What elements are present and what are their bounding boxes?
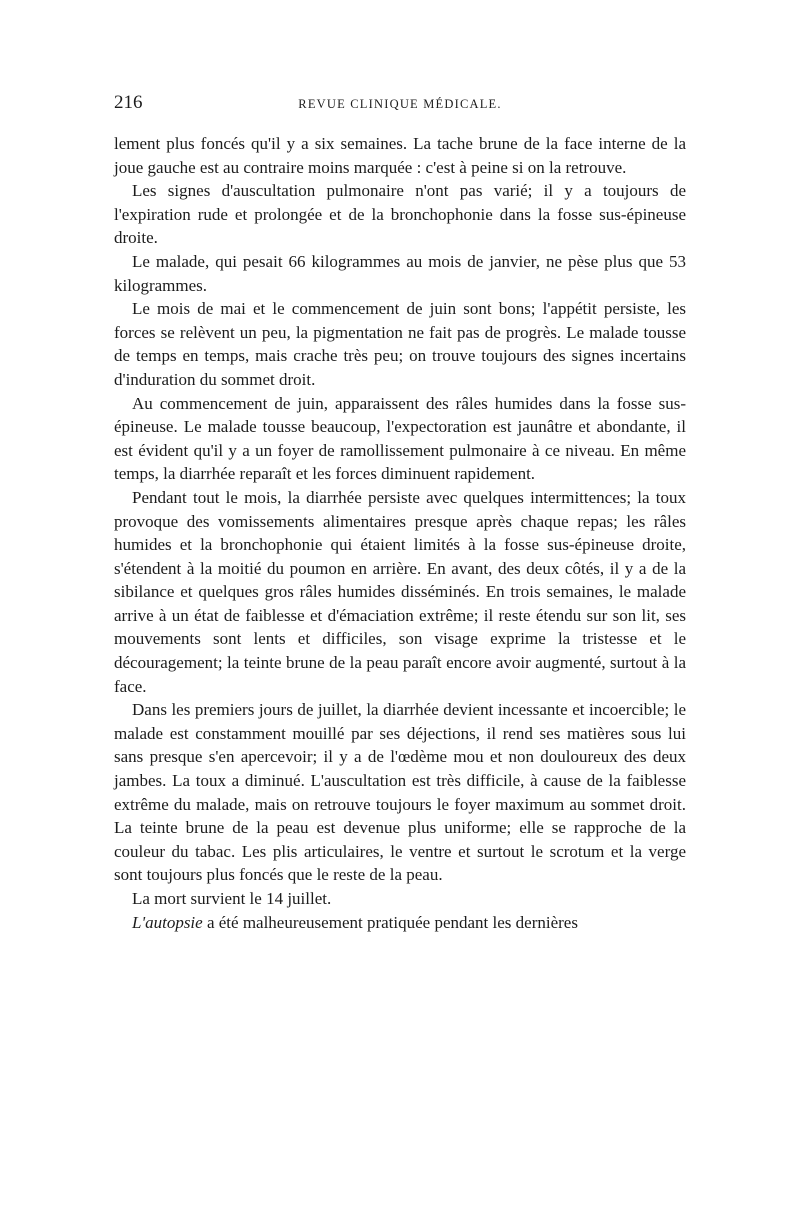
paragraph <box>114 179 686 250</box>
paragraph-text: Pendant tout le mois, la diarrhée persiste avec quelques intermittences; la toux provoque des vomissements alimentaires presque après chaque repas; les râles humides et la bronchophonie qui étaient limités à la fosse sus-épineuse droite, s'étendent à la moitié du poumon en arrière. En avant, des deux côtés, il y a de la sibilance et quelques gros râles humides disséminés. En trois semaines, le malade arrive à un état de faiblesse et d'émaciation extrême; il reste étendu sur son lit, ses mouvements sont lents et difficiles, son visage exprime la tristesse et le découragement; la teinte brune de la peau paraît encore avoir augmenté, surtout à la face. <box>114 487 686 696</box>
page-header <box>114 92 686 122</box>
paragraph <box>114 297 686 391</box>
paragraph-text: Au commencement de juin, apparaissent des râles humides dans la fosse sus-épineuse. Le malade tousse beaucoup, l'expectoration est jaunâtre et abondante, il est évident qu'il y a un foyer de ramollissement pulmonaire à ce niveau. En même temps, la diarrhée reparaît et les forces diminuent rapidement. <box>114 393 686 484</box>
body-text <box>114 132 686 934</box>
running-head: REVUE CLINIQUE MÉDICALE. <box>298 97 502 111</box>
paragraph-text: Les signes d'auscultation pulmonaire n'ont pas varié; il y a toujours de l'expiration rude et prolongée et de la bronchophonie dans la fosse sus-épineuse droite. <box>114 181 686 248</box>
paragraph-text: Le mois de mai et le commencement de juin sont bons; l'appétit persiste, les forces se relèvent un peu, la pigmentation ne fait pas de progrès. Le malade tousse de temps en temps, mais crache très peu; on trouve toujours des signes incertains d'induration du sommet droit. <box>114 299 686 389</box>
paragraph-text: a été malheureusement pratiquée pendant les dernières <box>202 912 578 932</box>
paragraph <box>114 392 686 486</box>
paragraph-text: lement plus foncés qu'il y a six semaines. La tache brune de la face interne de la joue gauche est au contraire moins marquée : c'est à peine si on la retrouve. <box>114 134 686 177</box>
paragraph <box>114 486 686 698</box>
italic-term: L'autopsie <box>132 912 203 932</box>
paragraph <box>114 698 686 887</box>
paragraph <box>114 132 686 179</box>
paragraph-text: Dans les premiers jours de juillet, la diarrhée devient incessante et incoercible; le malade est constamment mouillé par ses déjections, il rend ses matières sous lui sans presque s'en apercevoir; il y a de l'œdème mou et non douloureux des deux jambes. La toux a diminué. L'auscultation est très difficile, à cause de la faiblesse extrême du malade, mais on retrouve toujours le foyer maximum au sommet droit. La teinte brune de la peau est devenue plus uniforme; elle se rapproche de la couleur du tabac. Les plis articulaires, le ventre et surtout le scrotum et la verge sont toujours plus foncés que le reste de la peau. <box>114 700 686 885</box>
paragraph <box>114 911 686 935</box>
paragraph-text: Le malade, qui pesait 66 kilogrammes au mois de janvier, ne pèse plus que 53 kilogrammes. <box>114 251 686 295</box>
page-number: 216 <box>114 92 143 113</box>
paragraph <box>114 250 686 297</box>
paragraph-text: La mort survient le 14 juillet. <box>132 889 332 908</box>
paragraph <box>114 887 686 911</box>
